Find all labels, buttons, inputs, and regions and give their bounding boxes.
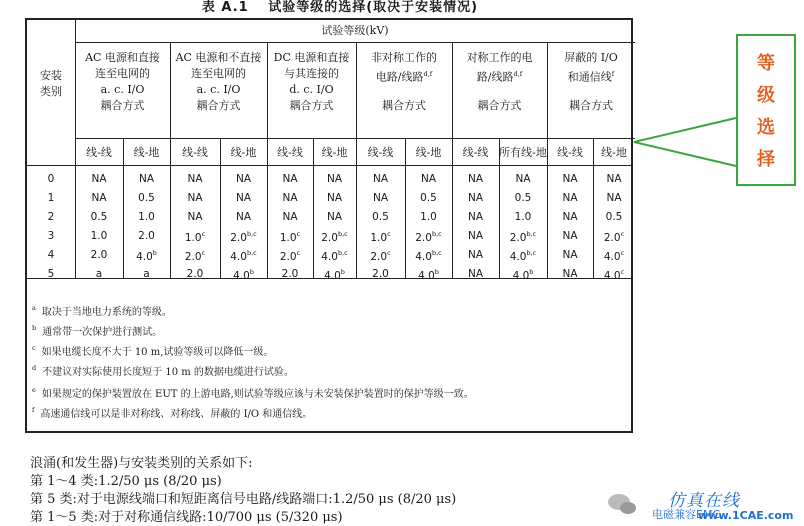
cell-value: 2.0 [281,268,299,280]
cell-value: NA [235,173,252,185]
group-divider [170,42,171,278]
subheader-cell: 线-线 [462,146,489,159]
table-cell [356,230,405,244]
table-cell [313,249,356,263]
footnote-text: 取决于当地电力系统的等级。 [41,307,172,318]
cell-value: 4.0 [418,270,435,282]
body-heading: 浪涌(和发生器)与安装类别的关系如下: [30,456,253,471]
install-class-value: 5 [47,268,55,280]
cell-value: 1.0 [184,232,202,244]
group-header-text: 电路/线路 [375,70,424,84]
callout-pointer-line [634,118,736,166]
cell-value: 0.5 [90,211,108,223]
group-header-line [547,82,635,98]
subheader-cell: 线-地 [133,146,160,159]
install-class-value: 1 [47,192,55,204]
cell-value: 2.0 [509,232,527,244]
table-cell [547,230,593,242]
table-cell [405,192,452,204]
footnote-mark: a [32,304,36,312]
table-cell [452,192,499,204]
footnote-mark: b,c [526,230,537,238]
cell-value: NA [467,249,484,261]
install-class-value: 4 [47,249,55,261]
table-cell [499,230,547,244]
group-header-line: 耦合方式 [477,99,522,112]
table-cell [547,173,593,185]
install-class-value: 2 [47,211,55,223]
footnote-mark: d [32,364,37,372]
footnote-mark: b [152,249,157,257]
watermark-brand: 仿真在线 [668,491,740,511]
table-cell [123,211,170,223]
table-cell [405,268,452,282]
table-cell [220,192,267,204]
footnote [32,322,592,339]
table-cell [267,230,313,244]
subheader-cell: 线-地 [415,146,442,159]
footnote [32,362,592,379]
cell-value: 0.5 [138,192,155,204]
cell-value: NA [326,173,343,185]
table-cell [356,192,405,204]
group-header [267,50,356,114]
cell-value: NA [562,268,578,280]
table-cell [452,173,499,185]
cell-value: 4.0 [230,251,247,263]
subcolumn-divider [593,138,594,278]
footnote [32,384,592,401]
footnote-text: 不建议对实际使用长度短于 10 m 的数据电缆进行试验。 [42,367,294,378]
table-cell [75,192,123,204]
group-header [170,50,267,114]
group-divider [452,42,453,278]
cell-value: 4.0 [136,251,153,263]
cell-value: 4.0 [233,270,250,282]
table-cell [220,268,267,282]
footnote-mark: b,c [337,249,348,257]
footnote-mark: f [32,406,35,414]
group-header-line: a. c. I/O [196,83,241,96]
cell-value: 2.0 [279,251,297,263]
cell-value: 2.0 [90,249,108,261]
cell-value: NA [282,211,298,223]
table-cell [267,249,313,263]
group-divider [547,42,548,278]
callout-char: 选 [757,117,775,138]
cell-value: NA [467,230,484,242]
cell-value: NA [467,211,484,223]
install-class-value: 0 [47,173,55,185]
footnote-mark: c [296,230,301,238]
table-caption: 试验等级的选择(取决于安装情况) [268,0,479,15]
table-cell [170,211,220,223]
footnote-mark: b,c [431,249,442,257]
cell-value: NA [326,192,343,204]
group-header-line: d. c. I/O [289,83,334,96]
footnote-mark: d,f [513,70,523,78]
footnote-mark: b,c [337,230,348,238]
table-cell [170,173,220,185]
group-header [75,50,170,114]
subcolumn-divider [313,138,314,278]
install-class-line: 安装 [40,69,62,82]
footnote-mark: b [434,268,439,276]
callout-char: 等 [757,53,775,74]
body-line-1: 第 1～4 类:1.2/50 μs (8/20 μs) [30,474,222,489]
footnote-text: 通常带一次保护进行测试。 [42,327,163,338]
group-header-line: 耦合方式 [100,99,145,112]
cell-value: NA [372,173,389,185]
footnote-mark: b [32,324,37,332]
cell-value: 0.5 [605,211,623,223]
install-class-line: 类别 [40,85,62,98]
cell-value: NA [91,173,107,185]
subcolumn-divider [123,138,124,278]
footnote-text: 如果电缆长度不大于 10 m,试验等级可以降低一级。 [41,347,274,358]
group-header-line: a. c. I/O [100,83,145,96]
cell-value: 2.0 [372,268,389,280]
cell-value: NA [326,211,343,223]
wechat-icon [608,494,630,510]
cell-value: NA [187,192,203,204]
table-cell [593,230,635,244]
table-cell [123,192,170,204]
cell-value: NA [562,211,578,223]
cell-value: NA [235,192,252,204]
footnote-mark: b [249,268,254,276]
cell-value: 4.0 [509,251,527,263]
cell-value: 2.0 [230,232,247,244]
cell-value: 1.0 [420,211,437,223]
table-cell [547,192,593,204]
subheader-divider-bottom [27,165,633,166]
table-cell [405,173,452,185]
subheader-cell: 线-线 [367,146,394,159]
cell-value: 4.0 [512,270,530,282]
footnote-mark: c [620,249,625,257]
group-header-line: 耦合方式 [382,99,426,112]
cell-value: 0.5 [372,211,389,223]
subheader-cell: 线-地 [321,146,348,159]
table-cell [499,173,547,185]
group-header-line: 非对称工作的 [371,51,437,64]
group-header-text: 和通信线 [567,70,612,84]
table-cell [313,230,356,244]
group-header-line: AC 电源和不直接 [175,51,262,64]
callout-box [736,34,796,186]
cell-value: 1.0 [90,230,108,242]
cell-value: NA [515,173,531,185]
subheader-cell: 线-线 [182,146,208,159]
subheader-cell: 所有线-地 [499,146,547,159]
cell-value: NA [606,173,622,185]
table-cell [499,249,547,263]
group-header [452,50,547,114]
cell-value: 2.0 [321,232,338,244]
cell-value: NA [187,173,203,185]
table-cell [356,173,405,185]
table-cell [75,211,123,223]
footnote [32,302,592,319]
cell-value: NA [187,211,203,223]
footnote-text: 如果规定的保护装置放在 EUT 的上游电路,则试验等级应该与未安装保护装置时的保护等级一致。 [41,389,474,400]
table-cell [267,192,313,204]
cell-value: NA [235,211,252,223]
table-cell [405,211,452,223]
cell-value: 0.5 [514,192,532,204]
table-cell [593,173,635,185]
body-line-3: 第 1～5 类:对于对称通信线路:10/700 μs (5/320 μs) [30,510,343,525]
footnote-mark: b [529,268,534,276]
callout-text [738,48,794,176]
table-cell [123,230,170,242]
cell-value: 0.5 [420,192,437,204]
cell-value: NA [606,192,622,204]
footnote-mark: b,c [246,230,257,238]
cell-value: NA [282,173,298,185]
cell-value: 1.0 [138,211,155,223]
footnote-mark: b [340,268,345,276]
footnote-mark: f [611,70,615,78]
cell-value: 4.0 [324,270,341,282]
footnote-text: 高速通信线可以是非对称线、对称线、屏蔽的 I/O 和通信线。 [40,409,313,420]
group-header-line: 耦合方式 [289,99,334,112]
table-cell [170,249,220,263]
table-cell [220,249,267,263]
subheader-cell: 线-线 [86,146,112,159]
footnote [32,342,592,359]
group-header-line: 屏蔽的 I/O [564,51,618,64]
group-divider [356,42,357,278]
footnote-mark: b,c [526,249,537,257]
table-cell [313,268,356,282]
footnote-mark: c [296,249,301,257]
cell-value: NA [372,192,389,204]
footnote-mark: c [201,230,206,238]
cell-value: NA [562,249,578,261]
table-cell [123,173,170,185]
group-header [356,50,452,114]
table-cell [75,173,123,185]
table-number: 表 A.1 [201,0,249,15]
table-cell [405,249,452,263]
cell-value: 1.0 [370,232,388,244]
subheader-cell: 线-地 [230,146,257,159]
table-cell [356,249,405,263]
footnote-mark: c [387,230,391,238]
cell-value: 2.0 [603,232,621,244]
table-cell [499,268,547,282]
table-cell [547,249,593,261]
group-header-line: 连至电网的 [191,67,246,80]
table-cell [220,173,267,185]
footnote-mark: d,f [423,70,433,78]
table-cell [452,249,499,261]
cell-value: 2.0 [184,251,202,263]
cell-value: NA [562,173,578,185]
table-cell [170,192,220,204]
cell-value: NA [138,173,155,185]
install-class-value: 3 [47,230,55,242]
footnote-mark: c [201,249,206,257]
table-cell [267,173,313,185]
footnote-mark: c [620,230,625,238]
group-header-line: 耦合方式 [196,99,241,112]
group-header-line [547,66,635,82]
test-level-header: 试验等级(kV) [321,24,389,37]
subcolumn-divider [499,138,500,278]
footnote-mark: b,c [246,249,257,257]
cell-value: 4.0 [415,251,432,263]
footnote-mark: e [32,386,36,394]
cell-value: NA [467,268,484,280]
group-header-line [356,82,452,98]
subheader-divider-top [75,138,635,139]
table-cell [499,211,547,223]
subcolumn-divider [220,138,221,278]
watermark-site: www.1CAE.com [698,509,794,522]
table-cell [356,211,405,223]
table-title [0,0,680,16]
group-header-line [452,66,547,82]
cell-value: 4.0 [603,251,621,263]
table-cell [452,230,499,242]
subheader-cell: 线-线 [277,146,303,159]
footnote-mark: c [387,249,391,257]
cell-value: NA [562,192,578,204]
table-cell [593,249,635,263]
watermark-account: 电磁兼容EMC [652,508,721,521]
footnote-mark: b,c [431,230,442,238]
table-cell [123,249,170,263]
table-cell [220,230,267,244]
group-header-line [452,82,547,98]
subheader-cell: 线-地 [601,146,627,159]
table-cell [499,192,547,204]
notes-divider [27,278,633,279]
body-line-2: 第 5 类:对于电源线端口和短距离信号电路/线路端口:1.2/50 μs (8/20 μs) [30,492,457,507]
group-header-line: DC 电源和直接 [273,51,350,64]
footnote-mark: c [620,268,625,276]
cell-value: 1.0 [514,211,532,223]
cell-value: 2.0 [186,268,204,280]
cell-value: NA [467,173,484,185]
table-cell [75,249,123,261]
cell-value: 1.0 [279,232,297,244]
cell-value: 2.0 [415,232,432,244]
group-header-line: 与其连接的 [284,67,339,80]
table-cell [593,192,635,204]
subheader-cell: 线-线 [557,146,583,159]
table-cell [547,211,593,223]
group-header-text: 路/线路 [476,70,514,84]
table-cell [405,230,452,244]
table-cell [313,211,356,223]
header-divider [75,42,635,43]
cell-value: NA [91,192,107,204]
group-header [547,50,635,114]
table-cell [593,211,635,223]
footnote-mark: c [32,344,36,352]
cell-value: a [143,268,150,280]
table-cell [267,211,313,223]
subcolumn-divider [405,138,406,278]
install-class-header [27,68,75,100]
callout-char: 级 [757,85,775,106]
table-cell [452,211,499,223]
cell-value: NA [282,192,298,204]
table-cell [593,268,635,282]
table-cell [75,230,123,242]
group-header-line: 对称工作的电 [466,51,533,64]
table-cell [313,192,356,204]
group-header-line: 连至电网的 [95,67,150,80]
footnote [32,404,592,421]
cell-value: 2.0 [138,230,155,242]
group-header-line: 耦合方式 [569,99,613,112]
cell-value: NA [467,192,484,204]
group-header-line: AC 电源和直接 [85,51,160,64]
cell-value: a [95,268,103,280]
group-divider [267,42,268,278]
group-header-line [356,66,452,82]
cell-value: 4.0 [603,270,621,282]
table-cell [313,173,356,185]
table-cell [170,230,220,244]
callout-char: 择 [757,149,775,170]
cell-value: NA [420,173,437,185]
cell-value: 4.0 [321,251,338,263]
cell-value: 2.0 [370,251,388,263]
table-cell [220,211,267,223]
cell-value: NA [562,230,578,242]
